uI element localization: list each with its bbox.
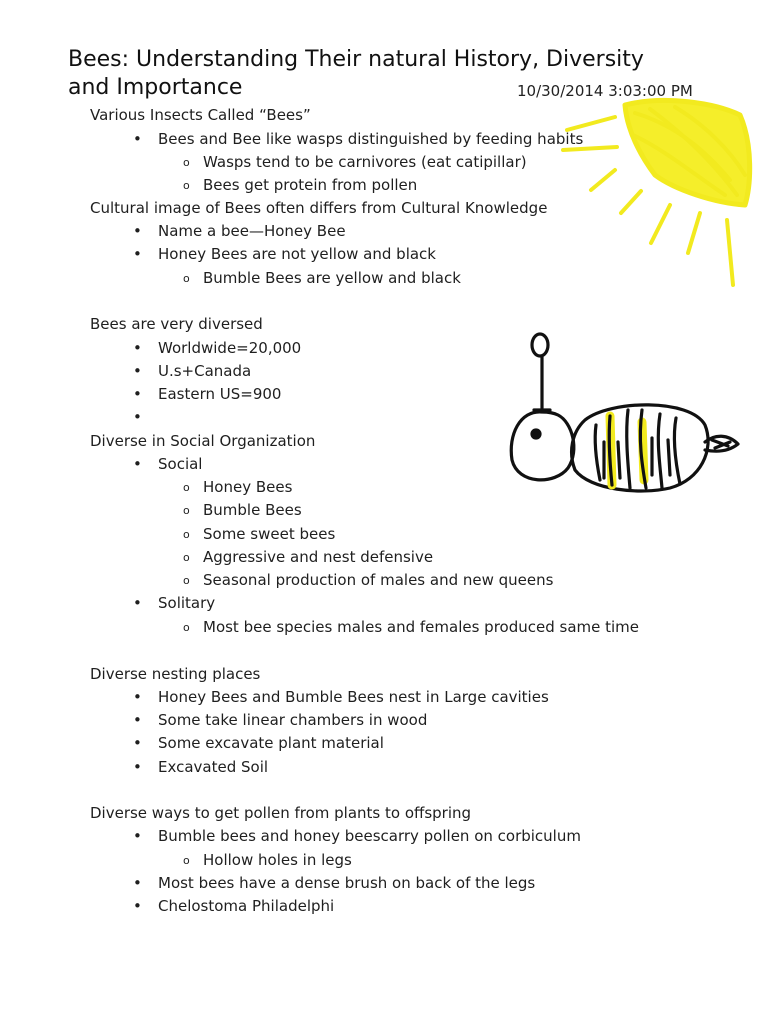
bullet-marker: • [133, 897, 142, 915]
bullet-item: Name a bee—Honey Bee [158, 222, 346, 240]
bullet-item: Honey Bees are not yellow and black [158, 245, 436, 263]
bullet-marker: • [133, 408, 142, 426]
bullet-marker: • [133, 827, 142, 845]
sub-bullet-marker: o [183, 551, 190, 564]
bullet-item: Chelostoma Philadelphi [158, 897, 335, 915]
bullet-item: Some take linear chambers in wood [158, 711, 428, 729]
sub-bullet-item: Bees get protein from pollen [203, 176, 418, 194]
title-line-1: Bees: Understanding Their natural History, Diversity [68, 47, 644, 72]
sub-bullet-marker: o [183, 621, 190, 634]
bullet-item: Honey Bees and Bumble Bees nest in Large cavities [158, 688, 549, 706]
bullet-marker: • [133, 688, 142, 706]
sub-bullet-item: Bumble Bees are yellow and black [203, 269, 461, 287]
bullet-marker: • [133, 734, 142, 752]
bullet-marker: • [133, 874, 142, 892]
bullet-marker: • [133, 455, 142, 473]
section-heading: Diverse in Social Organization [90, 432, 316, 450]
sub-bullet-marker: o [183, 574, 190, 587]
sub-bullet-item: Seasonal production of males and new queens [203, 571, 554, 589]
bullet-item: Most bees have a dense brush on back of the legs [158, 874, 536, 892]
bullet-item: U.s+Canada [158, 362, 252, 380]
sub-bullet-marker: o [183, 272, 190, 285]
sub-bullet-item: Wasps tend to be carnivores (eat catipillar) [203, 153, 527, 171]
sub-bullet-item: Some sweet bees [203, 525, 336, 543]
sub-bullet-item: Honey Bees [203, 478, 293, 496]
bullet-item: Bees and Bee like wasps distinguished by feeding habits [158, 130, 584, 148]
sub-bullet-item: Aggressive and nest defensive [203, 548, 434, 566]
section-heading: Diverse ways to get pollen from plants to offspring [90, 804, 472, 822]
bullet-item: Social [158, 455, 203, 473]
bullet-item: Solitary [158, 594, 216, 612]
section-heading: Diverse nesting places [90, 665, 261, 683]
sub-bullet-item: Most bee species males and females produced same time [203, 618, 640, 636]
sub-bullet-item: Hollow holes in legs [203, 851, 352, 869]
sub-bullet-marker: o [183, 854, 190, 867]
bullet-marker: • [133, 222, 142, 240]
sub-bullet-marker: o [183, 481, 190, 494]
title-line-2: and Importance [68, 75, 243, 100]
sub-bullet-marker: o [183, 528, 190, 541]
bullet-item: Eastern US=900 [158, 385, 282, 403]
bullet-marker: • [133, 385, 142, 403]
bullet-marker: • [133, 594, 142, 612]
bullet-marker: • [133, 711, 142, 729]
bullet-marker: • [133, 758, 142, 776]
bullet-marker: • [133, 245, 142, 263]
sub-bullet-marker: o [183, 156, 190, 169]
sub-bullet-item: Bumble Bees [203, 501, 302, 519]
section-heading: Cultural image of Bees often differs from Cultural Knowledge [90, 199, 548, 217]
sun-drawing [555, 95, 760, 295]
sub-bullet-marker: o [183, 179, 190, 192]
section-heading: Various Insects Called “Bees” [90, 106, 311, 124]
bullet-item: Worldwide=20,000 [158, 339, 302, 357]
sub-bullet-marker: o [183, 504, 190, 517]
bullet-item: Excavated Soil [158, 758, 269, 776]
section-heading: Bees are very diversed [90, 315, 263, 333]
bee-drawing [500, 330, 745, 500]
timestamp: 10/30/2014 3:03:00 PM [517, 82, 693, 100]
bullet-marker: • [133, 130, 142, 148]
bullet-item: Bumble bees and honey beescarry pollen on corbiculum [158, 827, 581, 845]
bullet-marker: • [133, 362, 142, 380]
bullet-item: Some excavate plant material [158, 734, 384, 752]
bullet-marker: • [133, 339, 142, 357]
